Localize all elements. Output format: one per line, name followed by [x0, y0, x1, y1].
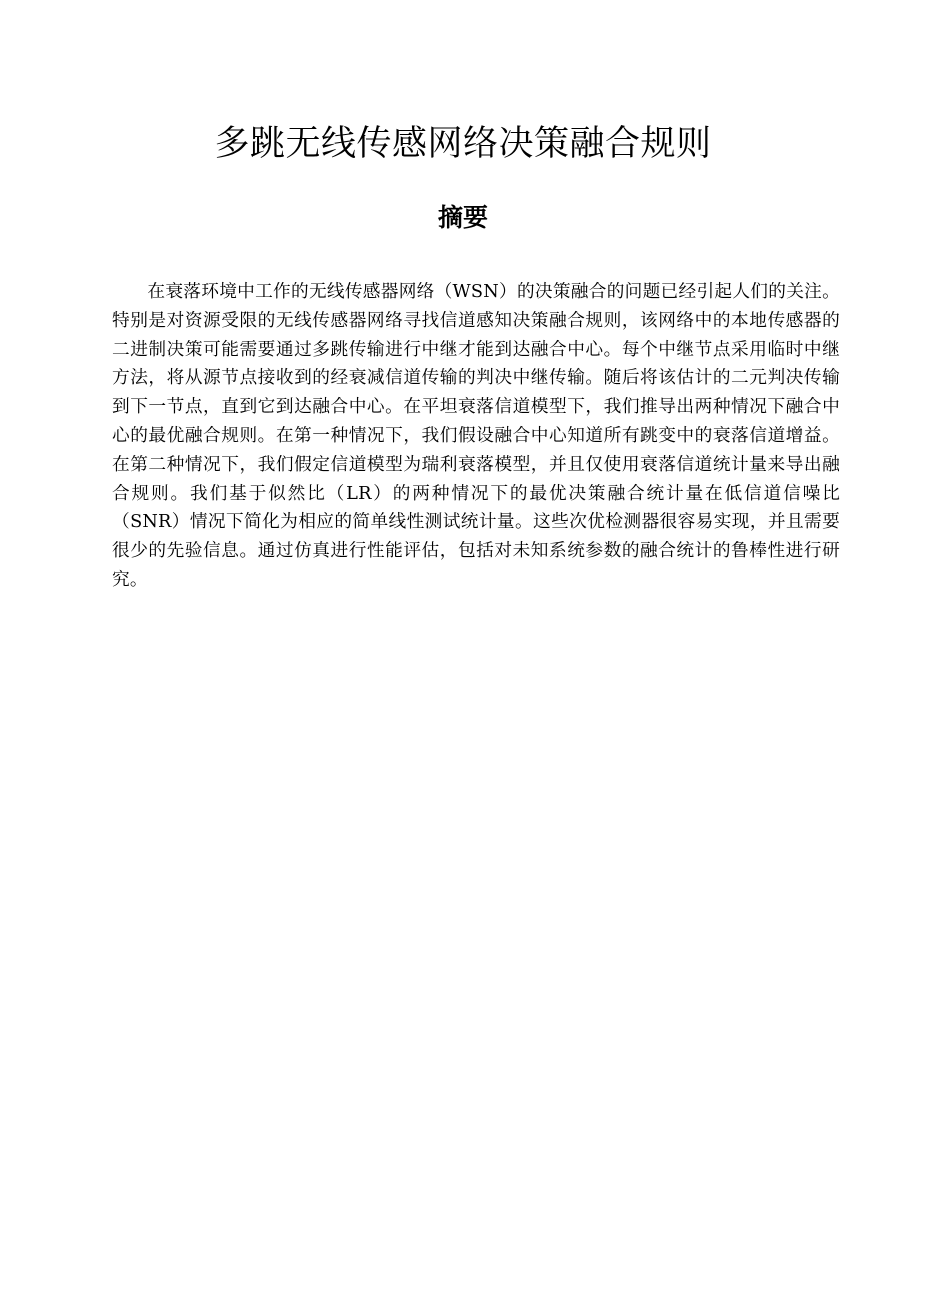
abstract-paragraph: 在衰落环境中工作的无线传感器网络（WSN）的决策融合的问题已经引起人们的关注。特别是对资源受限的无线传感器网络寻找信道感知决策融合规则，该网络中的本地传感器的二进制决策可能需要通过多跳传输进行中继才能到达融合中心。每个中继节点采用临时中继方法，将从源节点接收到的经衰减信道传输的判决中继传输。随后将该估计的二元判决传输到下一节点，直到它到达融合中心。在平坦衰落信道模型下，我们推导出两种情况下融合中心的最优融合规则。在第一种情况下，我们假设融合中心知道所有跳变中的衰落信道增益。在第二种情况下，我们假定信道模型为瑞利衰落模型，并且仅使用衰落信道统计量来导出融合规则。我们基于似然比（LR）的两种情况下的最优决策融合统计量在低信道信噪比（SNR）情况下简化为相应的简单线性测试统计量。这些次优检测器很容易实现，并且需要很少的先验信息。通过仿真进行性能评估，包括对未知系统参数的融合统计的鲁棒性进行研究。 [112, 282, 840, 590]
abstract-heading: 摘要 [437, 203, 488, 232]
document-title: 多跳无线传感网络决策融合规则 [214, 124, 712, 164]
